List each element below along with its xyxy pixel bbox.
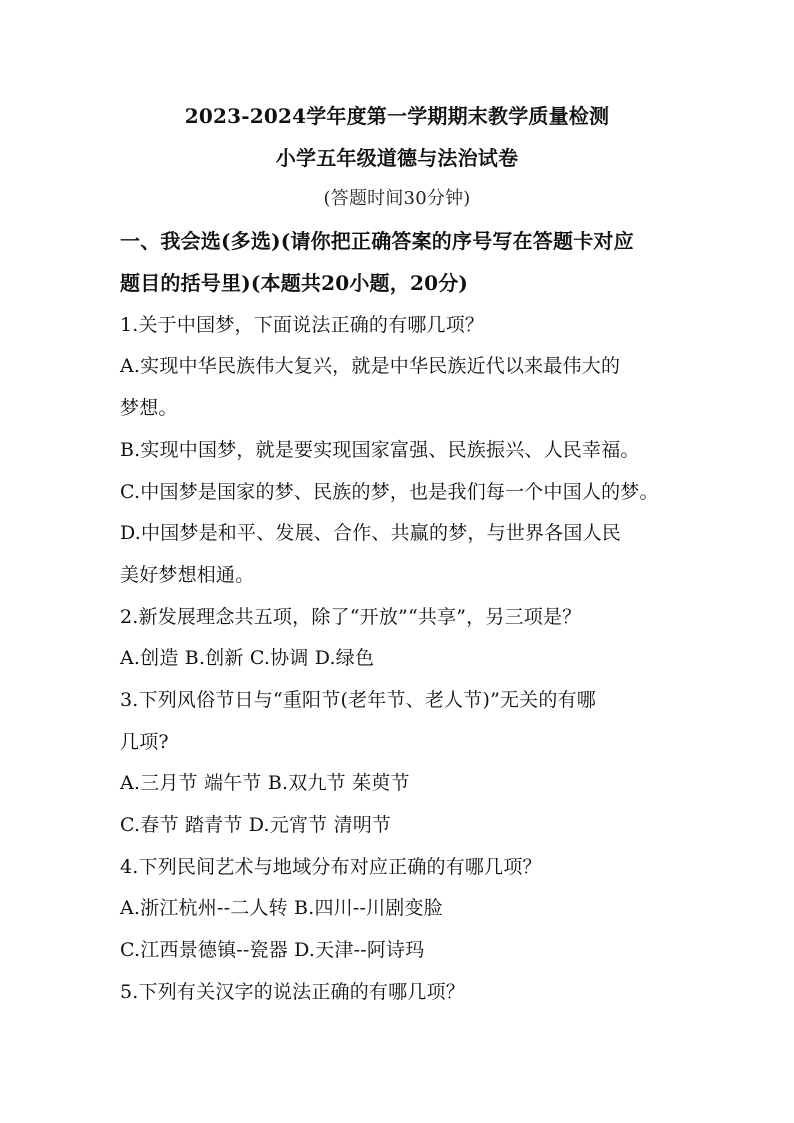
section-heading-line1: 一、我会选(多选)(请你把正确答案的序号写在答题卡对应 xyxy=(120,229,634,253)
question-1-stem: 1.关于中国梦，下面说法正确的有哪几项？ xyxy=(120,314,485,336)
question-1-option-d-cont: 美好梦想相通。 xyxy=(120,564,255,586)
exam-title: 2023-2024学年度第一学期期末教学质量检测 xyxy=(184,104,610,128)
question-1-option-c: C.中国梦是国家的梦、民族的梦，也是我们每一个中国人的梦。 xyxy=(120,481,659,503)
question-2-stem: 2.新发展理念共五项，除了“开放”“共享”，另三项是？ xyxy=(120,606,582,628)
question-1-option-a: A.实现中华民族伟大复兴，就是中华民族近代以来最伟大的 xyxy=(120,355,621,377)
question-1-option-d: D.中国梦是和平、发展、合作、共赢的梦，与世界各国人民 xyxy=(120,522,621,544)
question-3-stem-cont: 几项? xyxy=(120,731,169,753)
question-4-stem: 4.下列民间艺术与地域分布对应正确的有哪几项？ xyxy=(120,856,542,878)
question-2-options: A.创造 B.创新 C.协调 D.绿色 xyxy=(120,647,375,669)
time-note: (答题时间30分钟) xyxy=(323,188,471,209)
question-3-options-cd: C.春节 踏青节 D.元宵节 清明节 xyxy=(120,814,392,836)
question-3-stem: 3.下列风俗节日与“重阳节(老年节、老人节)”无关的有哪 xyxy=(120,689,596,711)
section-heading-line2: 题目的括号里)(本题共20小题，20分) xyxy=(120,271,469,295)
question-1-option-b: B.实现中国梦，就是要实现国家富强、民族振兴、人民幸福。 xyxy=(120,439,640,461)
question-5-stem: 5.下列有关汉字的说法正确的有哪几项？ xyxy=(120,981,465,1003)
question-1-option-a-cont: 梦想。 xyxy=(120,397,178,419)
question-4-options-cd: C.江西景德镇--瓷器 D.天津--阿诗玛 xyxy=(120,939,425,961)
exam-subtitle: 小学五年级道德与法治试卷 xyxy=(275,146,519,170)
question-4-options-ab: A.浙江杭州--二人转 B.四川--川剧变脸 xyxy=(120,897,443,919)
question-3-options-ab: A.三月节 端午节 B.双九节 茱萸节 xyxy=(120,772,410,794)
